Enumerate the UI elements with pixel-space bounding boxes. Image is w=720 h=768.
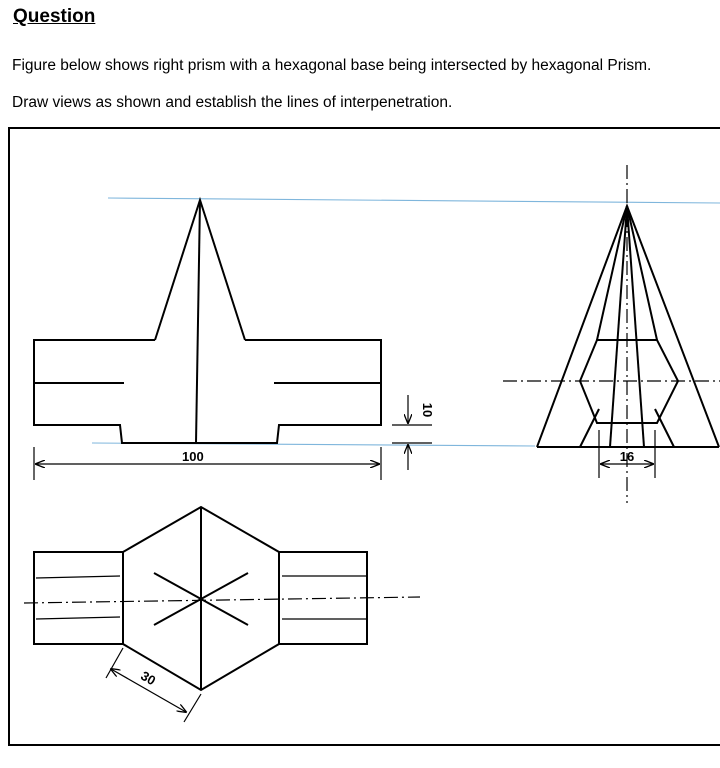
top-view-centerline bbox=[24, 597, 420, 603]
dimension-100 bbox=[34, 447, 381, 480]
front-view bbox=[34, 200, 381, 443]
dimension-30 bbox=[106, 648, 201, 722]
side-view-pyramid-outline bbox=[537, 206, 719, 447]
question-heading: Question bbox=[13, 6, 96, 27]
dimension-16-label: 16 bbox=[619, 449, 635, 464]
side-view bbox=[537, 206, 719, 447]
question-text-line-1: Figure below shows right prism with a hexagonal base being intersected by hexagonal Prism. bbox=[12, 57, 652, 74]
dimension-10-label: 10 bbox=[420, 402, 435, 418]
side-view-centerlines bbox=[503, 165, 720, 503]
dimension-100-label: 100 bbox=[182, 449, 204, 464]
front-view-axis-edge bbox=[196, 200, 200, 443]
dimension-30-label: 30 bbox=[138, 667, 159, 689]
question-text-line-2: Draw views as shown and establish the lines of interpenetration. bbox=[12, 94, 453, 111]
front-view-outline bbox=[34, 340, 381, 443]
